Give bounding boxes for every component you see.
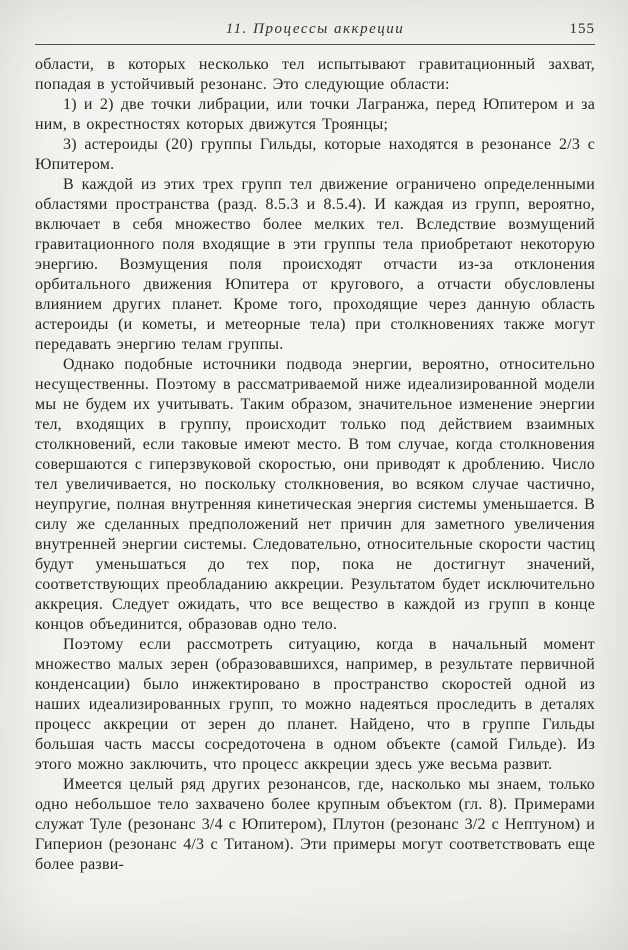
running-header [35, 18, 595, 40]
paragraph-continuation: области, в которых несколько тел испытывают гравитационный захват, попадая в устойчивый резонанс. Это следующие области: [35, 56, 595, 93]
running-header-chapter-title: 11. Процессы аккреции [225, 21, 405, 37]
page-body [35, 55, 595, 875]
paragraph-list-item-hilda-asteroids: 3) астероиды (20) группы Гильды, которые находятся в резонансе 2/3 с Юпитером. [35, 136, 595, 173]
page-number: 155 [569, 21, 595, 37]
paragraph-list-item-libration-points: 1) и 2) две точки либрации, или точки Лагранжа, перед Юпитером и за ним, в окрестностях которых движутся Троянцы; [35, 96, 595, 133]
paragraph-other-resonances: Имеется целый ряд других резонансов, где, насколько мы знаем, только одно небольшое тело захвачено более крупным объектом (гл. 8). Примерами служат Туле (резонанс 3/4 с Юпитером), Плутон (резонанс 3/2 с Нептуном) и Гиперион (резонанс 4/3 с Титаном). Эти примеры могут соответствовать еще более разви- [35, 776, 595, 873]
paragraph-three-groups: В каждой из этих трех групп тел движение ограничено определенными областями пространства (разд. 8.5.3 и 8.5.4). И каждая из групп, вероятно, включает в себя множество более мелких тел. Вследствие возмущений гравитационного поля входящие в эти группы тела приобретают некоторую энергию. Возмущения поля происходят отчасти из-за отклонения орбитального движения Юпитера от кругового, а отчасти обусловлены влиянием других планет. Кроме того, проходящие через данную область астероиды (и кометы, и метеорные тела) при столкновениях также могут передавать энергию телам группы. [35, 176, 595, 353]
paragraph-energy-sources: Однако подобные источники подвода энергии, вероятно, относительно несущественны. Поэтому в рассматриваемой ниже идеализированной модели мы не будем их учитывать. Таким образом, значительное изменение энергии тел, входящих в группу, происходит только под действием взаимных столкновений, если таковые имеют место. В том случае, когда столкновения совершаются с гиперзвуковой скоростью, они приводят к дроблению. Число тел увеличивается, но поскольку столкновения, во всяком случае частично, неупругие, полная внутренняя кинетическая энергия системы уменьшается. В силу же сделанных предположений нет причин для заметного увеличения внутренней энергии системы. Следовательно, относительные скорости частиц будут уменьшаться до тех пор, пока не достигнут значений, соответствующих преобладанию аккреции. Результатом будет исключительно аккреция. Следует ожидать, что все вещество в каждой из групп в конце концов объединится, образовав одно тело. [35, 356, 595, 633]
paragraph-accretion-process: Поэтому если рассмотреть ситуацию, когда в начальный момент множество малых зерен (образовавшихся, например, в результате первичной конденсации) было инжектировано в пространство скоростей одной из наших идеализированных групп, то можно надеяться проследить в деталях процесс аккреции от зерен до планет. Найдено, что в группе Гильды большая часть массы сосредоточена в одном объекте (самой Гильде). Из этого можно заключить, что процесс аккреции здесь уже весьма развит. [35, 636, 595, 773]
header-rule [35, 44, 595, 45]
